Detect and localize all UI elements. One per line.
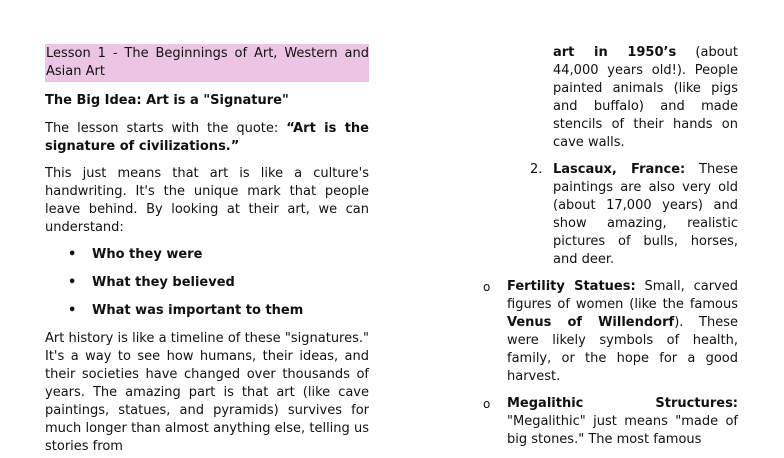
bullet-list: [45, 246, 369, 320]
megalithic-bold: Megalithic Structures:: [507, 396, 738, 411]
list-item-text: Who they were: [92, 247, 203, 262]
lesson-title: Lesson 1 - The Beginnings of Art, Western and Asian Art: [45, 44, 369, 82]
quote-paragraph: [45, 120, 369, 156]
fertility-text: Small, carved figures of women (like the famous: [507, 279, 739, 312]
bullet-icon: •: [68, 247, 77, 262]
fertility-text-end: ). These were likely symbols of health, family, or the hope for a good harvest.: [507, 315, 738, 384]
cave-art-text: (about 44,000 years old!). People painted animals (like pigs and buffalo) and made stencils of their hands on cave walls.: [553, 45, 738, 150]
item-number: 2.: [530, 162, 543, 177]
cave-art-bold: art in 1950’s: [553, 45, 677, 60]
left-column: [45, 44, 369, 456]
right-column: [480, 44, 738, 458]
lascaux-bold: Lascaux, France:: [553, 162, 686, 177]
megalithic-text: "Megalithic" just means "made of big stones." The most famous: [507, 414, 738, 447]
cave-art-continuation: [553, 44, 738, 152]
list-item-text: What they believed: [92, 275, 235, 290]
bullet-icon: •: [68, 275, 77, 290]
list-item-lascaux: [480, 161, 738, 269]
list-item-fertility: [480, 278, 738, 386]
circle-bullet-icon: o: [483, 280, 491, 294]
circle-bullet-icon: o: [483, 397, 491, 411]
paragraph-timeline: Art history is like a timeline of these "signatures." It's a way to see how humans, their ideas, and their societies have changed over thousands of years. The amazing part is that art (like cave paintings, statues, and pyramids) survives for much longer than almost anything else, telling us stories from: [45, 331, 369, 454]
lascaux-text: These paintings are also very old (about 17,000 years) and show amazing, realistic pictures of bulls, horses, and deer.: [553, 162, 738, 267]
quote-intro: The lesson starts with the quote:: [45, 121, 287, 136]
big-idea-heading: The Big Idea: Art is a "Signature": [45, 93, 289, 108]
fertility-bold: Fertility Statues:: [507, 279, 636, 294]
list-item: [45, 274, 369, 292]
list-item-text: What was important to them: [92, 303, 304, 318]
paragraph-handwriting: This just means that art is like a culture's handwriting. It's the unique mark that people leave behind. By looking at their art, we can understand:: [45, 166, 369, 235]
bullet-icon: •: [68, 303, 77, 318]
list-item: [45, 246, 369, 264]
list-item: [45, 302, 369, 320]
quote-text: “Art is the signature of civilizations.”: [45, 121, 369, 154]
venus-bold: Venus of Willendorf: [507, 315, 675, 330]
